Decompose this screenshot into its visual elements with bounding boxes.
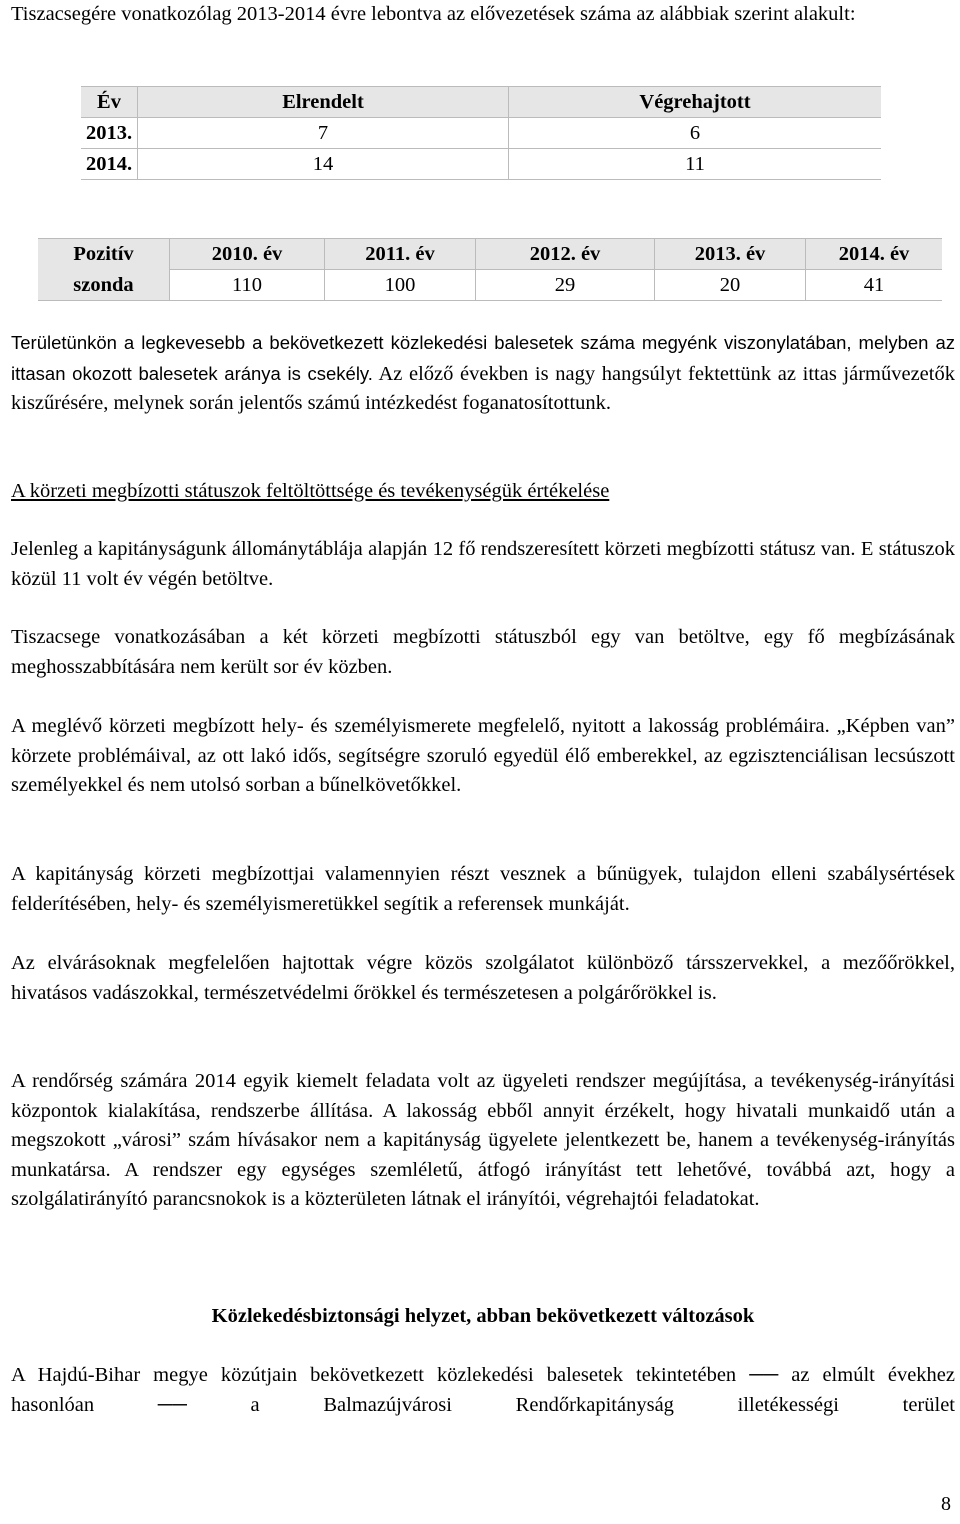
table1-row1-year: 2013. xyxy=(85,122,133,144)
table2-year-2010: 2010. év xyxy=(170,239,325,270)
investigation-paragraph: A kapitányság körzeti megbízottjai valamennyien részt vesznek a bűnügyek, tulajdon elleni szabálysértések felderítésében, hely- és személyismeretükkel segítik a referensek munkáját. xyxy=(11,863,955,915)
table2-year-2012: 2012. év xyxy=(476,239,655,270)
table2-value-2013: 20 xyxy=(655,270,806,301)
joint-service-paragraph: Az elvárásoknak megfelelően hajtottak végre közös szolgálatot különböző társszervekkel, a mezőőrökkel, hivatásos vadászokkal, természetvédelmi őrökkel és természetesen a polgárőrökkel is. xyxy=(11,952,955,1004)
table2-year-2014: 2014. év xyxy=(806,239,943,270)
dispatch-system-paragraph: A rendőrség számára 2014 egyik kiemelt feladata volt az ügyeleti rendszer megújítása, a tevékenység-irányítási központok kialakítása, rendszerbe állítása. A lakosság ebből annyit érzékelt, hogy hivatali munkaidő után a megszokott „városi” szám hívásakor nem a kapitányság ügyelete jelentkezett be, hanem a tevékenység-irányítás munkatársa. A rendszer egy egységes szemléletű, átfogó irányítást tett lehetővé, továbbá azt, hogy a szolgálatirányító parancsnokok is a közterületen látnak el irányítói, végrehajtói feladatokat. xyxy=(11,1070,955,1210)
table1-header-year: Év xyxy=(97,91,121,113)
intro-paragraph: Tiszacsegére vonatkozólag 2013-2014 évre lebontva az elővezetések száma az alábbiak szerint alakult: xyxy=(11,3,856,25)
table2-year-2011: 2011. év xyxy=(325,239,476,270)
table1-row2-executed: 11 xyxy=(509,149,882,180)
page-number: 8 xyxy=(941,1493,951,1515)
table2-value-2011: 100 xyxy=(325,270,476,301)
table1-row2-ordered: 14 xyxy=(138,149,509,180)
status-paragraph: Jelenleg a kapitányságunk állománytáblája alapján 12 fő rendszeresített körzeti megbízotti státusz van. E státuszok közül 11 volt év végén betöltve. xyxy=(11,538,955,590)
table2-value-2014: 41 xyxy=(806,270,943,301)
traffic-safety-heading: Közlekedésbiztonsági helyzet, abban bekövetkezett változások xyxy=(211,1305,755,1327)
tiszacsege-paragraph: Tiszacsege vonatkozásában a két körzeti megbízotti státuszból egy van betöltve, egy fő megbízásának meghosszabbítására nem került sor év közben. xyxy=(11,626,955,678)
table1-row1-ordered: 7 xyxy=(138,118,509,149)
table1-row2-year: 2014. xyxy=(85,153,133,175)
traffic-paragraph: A Hajdú-Bihar megye közútjain bekövetkezett közlekedési balesetek tekintetében ── az elmúlt évekhez hasonlóan ── a Balmazújvárosi Rendőrkapitányság illetékességi terület xyxy=(11,1364,955,1416)
table2-value-2010: 110 xyxy=(170,270,325,301)
table1-header-executed: Végrehajtott xyxy=(509,87,882,118)
table-row xyxy=(81,118,881,149)
table2-label-bottom: szonda xyxy=(38,270,170,301)
table2-label-top: Pozitív xyxy=(38,239,170,270)
officer-knowledge-paragraph: A meglévő körzeti megbízott hely- és személyismerete megfelelő, nyitott a lakosság problémáira. „Képben van” körzete problémáival, az ott lakó idős, segítségre szoruló egyedül élő emberekkel, az egzisztenciálisan lecsúszott személyekkel és nem utolsó sorban a bűnelkövetőkkel. xyxy=(11,715,955,796)
drunk-driving-paragraph xyxy=(11,328,955,419)
table-row xyxy=(38,270,942,301)
section-heading-district-officers: A körzeti megbízotti státuszok feltöltöttsége és tevékenységük értékelése xyxy=(11,480,610,502)
table2-value-2012: 29 xyxy=(476,270,655,301)
drunk-driving-sans-text: Területünkön a legkevesebb a bekövetkezett közlekedési balesetek száma megyénk viszonylatában, melyben az ittasan okozott balesetek aránya is csekély. xyxy=(11,332,955,384)
table1-header-ordered: Elrendelt xyxy=(138,87,509,118)
drunk-driving-serif-text: Az előző években is nagy hangsúlyt fektettünk az ittas járművezetők kiszűrésére, melynek során jelentős számú intézkedést foganatosítottunk. xyxy=(11,362,955,414)
breathalyzer-table xyxy=(38,238,942,301)
table1-row1-executed: 6 xyxy=(509,118,882,149)
table2-year-2013: 2013. év xyxy=(655,239,806,270)
table-row xyxy=(81,149,881,180)
arrest-table xyxy=(81,86,881,180)
